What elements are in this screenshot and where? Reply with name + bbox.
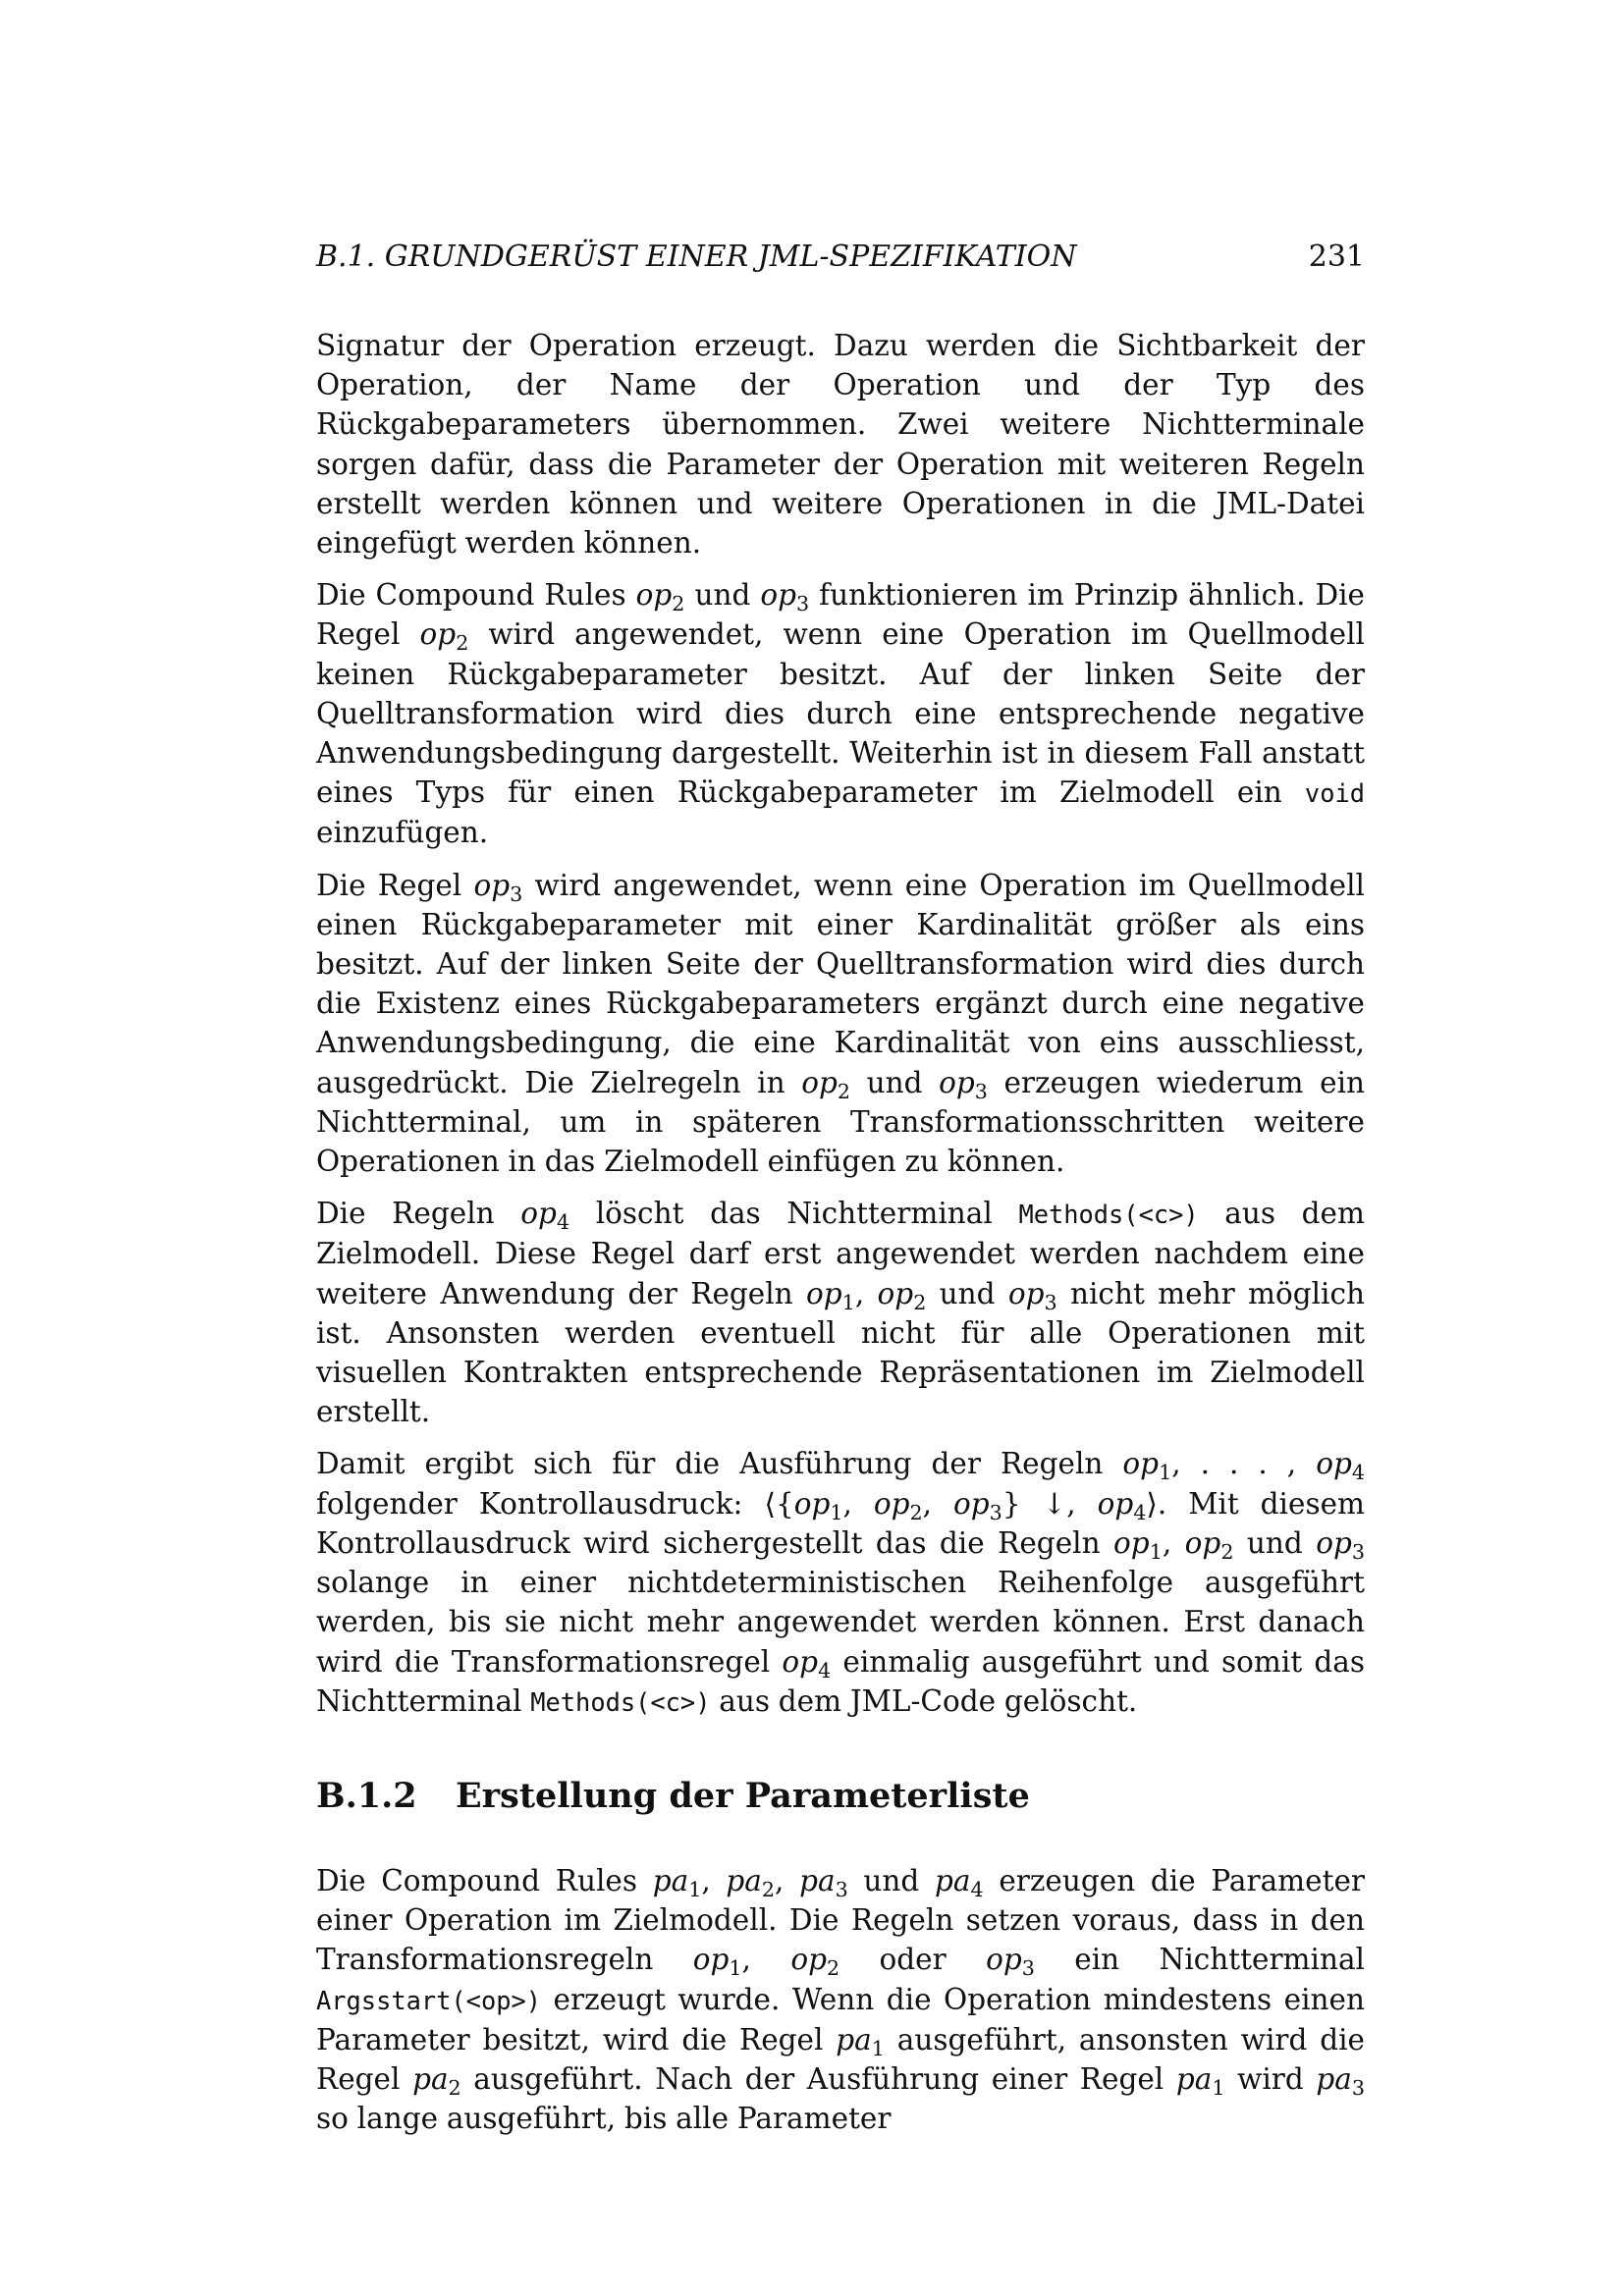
math-subscript: 3 — [989, 1500, 1002, 1524]
text-run: nicht mehr möglich ist. Ansonsten werden eventuell nicht für alle Operationen mit visuellen Kontrakten entsprechende Repräsentationen im Zielmodell erstellt. — [316, 1276, 1366, 1429]
text-run: einzufügen. — [316, 816, 489, 850]
math-subscript: 2 — [1220, 1540, 1234, 1565]
math-variable: op — [1122, 1447, 1160, 1481]
text-run: und — [926, 1276, 1008, 1310]
math-variable: op — [635, 578, 673, 613]
text-run: Die Compound Rules — [316, 578, 636, 613]
math-symbol — [1122, 1447, 1172, 1485]
math-variable: op — [790, 1943, 827, 1977]
text-run: , — [922, 1486, 954, 1521]
math-symbol — [1007, 1276, 1057, 1314]
math-subscript: 1 — [1159, 1461, 1172, 1485]
text-run: und — [847, 1863, 935, 1897]
math-subscript: 3 — [835, 1878, 848, 1902]
math-variable: op — [760, 578, 796, 613]
text-run: ausgeführt, ansonsten wird die Regel — [316, 2022, 1365, 2096]
math-variable: op — [473, 868, 511, 902]
text-run: wird angewendet, wenn eine Operation im Quellmodell einen Rückgabeparameter mit einer Kardinalität größer als eins besitzt. Auf der linken Seite der Quelltransformation wird dies durch die Existenz eines Rückgabeparameters ergänzt durch eine negative Anwendungsbedingung, die eine Kardinalität von eins ausschliesst, ausgedrückt. Die Zielregeln in — [316, 868, 1365, 1099]
math-variable: op — [1113, 1525, 1150, 1560]
page-number: 231 — [1308, 240, 1365, 274]
text-run: } ↓, — [1001, 1486, 1098, 1521]
text-run: Die Regeln — [316, 1197, 521, 1231]
text-run: , — [701, 1863, 727, 1897]
math-variable: pa — [799, 1863, 836, 1897]
section-number: B.1.2 — [316, 1775, 417, 1816]
math-symbol — [782, 1644, 832, 1682]
math-subscript: 4 — [970, 1878, 984, 1902]
math-subscript: 1 — [1212, 2076, 1225, 2101]
section-title: Erstellung der Parameterliste — [456, 1775, 1030, 1816]
math-subscript: 1 — [688, 1878, 702, 1902]
math-symbol — [1097, 1486, 1147, 1524]
math-variable: op — [793, 1486, 831, 1521]
paragraph — [316, 575, 1365, 852]
math-variable: pa — [652, 1863, 689, 1897]
math-variable: op — [782, 1644, 819, 1679]
math-symbol — [412, 2061, 461, 2101]
text-run: Die Compound Rules — [316, 1863, 653, 1897]
text-run: wird — [1224, 2061, 1317, 2096]
text-run: so lange ausgeführt, bis alle Parameter — [316, 2102, 892, 2136]
text-run: und — [1233, 1525, 1317, 1560]
paragraph — [316, 326, 1365, 562]
math-symbol — [652, 1863, 702, 1902]
section-paragraph-group — [316, 1861, 1365, 2138]
text-run: erzeugt wurde. Wenn die Operation mindestens einen Parameter besitzt, wird die Regel — [316, 1982, 1365, 2056]
math-symbol — [806, 1276, 855, 1314]
math-variable: op — [419, 617, 457, 652]
math-symbol — [873, 1486, 923, 1524]
text-run: , . . . , — [1171, 1447, 1317, 1481]
code-literal: Argsstart(<op>) — [316, 1985, 542, 2015]
math-symbol — [877, 1276, 927, 1314]
code-literal: Methods(<c>) — [530, 1686, 711, 1717]
math-variable: op — [520, 1197, 557, 1231]
math-subscript: 3 — [1351, 2076, 1365, 2101]
paragraph — [316, 1861, 1365, 2138]
math-subscript: 2 — [761, 1878, 776, 1902]
code-literal: void — [1304, 778, 1365, 809]
math-subscript: 1 — [1149, 1540, 1163, 1565]
paragraph — [316, 866, 1365, 1182]
math-variable: op — [801, 1065, 838, 1099]
text-run: , — [741, 1943, 791, 1977]
section-heading — [316, 1775, 1365, 1818]
math-variable: op — [939, 1065, 975, 1099]
text-run: einmalig ausgeführt und somit das Nichtterminal — [316, 1644, 1365, 1718]
text-run: funktionieren im Prinzip ähnlich. Die Regel — [316, 578, 1366, 652]
math-variable: pa — [726, 1863, 762, 1897]
text-run: , — [1162, 1525, 1185, 1560]
text-run: , — [854, 1276, 878, 1310]
text-run: aus dem Zielmodell. Diese Regel darf erst angewendet werden nachdem eine weitere Anwendung der Regeln — [316, 1197, 1365, 1310]
math-symbol — [635, 578, 685, 616]
math-symbol — [836, 2022, 885, 2060]
math-variable: pa — [935, 1863, 971, 1897]
body-text — [316, 326, 1365, 2151]
paragraph-group — [316, 326, 1365, 1722]
math-subscript: 4 — [556, 1210, 570, 1235]
math-variable: op — [1316, 1525, 1352, 1560]
math-subscript: 3 — [796, 592, 810, 616]
math-symbol — [793, 1486, 843, 1524]
text-run: solange in einer nichtdeterministischen Reihenfolge ausgeführt werden, bis sie nicht mehr angewendet werden können. Erst danach wird die Transformationsregel — [316, 1566, 1365, 1679]
math-symbol — [692, 1943, 742, 1981]
math-subscript: 4 — [1133, 1500, 1147, 1524]
math-subscript: 1 — [871, 2036, 885, 2060]
math-subscript: 1 — [830, 1500, 843, 1524]
text-run: Signatur der Operation erzeugt. Dazu werden die Sichtbarkeit der Operation, der Name der Operation und der Typ des Rückgabeparameters übernommen. Zwei weitere Nichtterminale sorgen dafür, dass die Parameter der Operation mit weiteren Regeln erstellt werden können und weitere Operationen in die JML-Datei eingefügt werden können. — [316, 329, 1365, 561]
math-symbol — [760, 578, 810, 616]
text-run: erzeugen die Parameter einer Operation im Zielmodell. Die Regeln setzen voraus, dass in den Transformationsregeln — [316, 1863, 1366, 1977]
math-variable: op — [953, 1486, 990, 1521]
math-symbol — [1316, 1525, 1366, 1565]
math-variable: op — [873, 1486, 910, 1521]
math-symbol — [1113, 1525, 1163, 1565]
math-subscript: 2 — [909, 1500, 923, 1524]
math-subscript: 3 — [1044, 1290, 1057, 1314]
text-run: aus dem JML-Code gelöscht. — [710, 1683, 1138, 1718]
math-variable: op — [986, 1943, 1022, 1977]
math-symbol — [726, 1863, 776, 1902]
math-symbol — [953, 1486, 1002, 1524]
math-subscript: 3 — [510, 881, 523, 906]
running-header — [316, 238, 1365, 277]
math-subscript: 4 — [818, 1658, 832, 1682]
math-variable: op — [1184, 1525, 1221, 1560]
text-run: Damit ergibt sich für die Ausführung der Regeln — [316, 1447, 1123, 1481]
math-symbol — [986, 1943, 1035, 1981]
math-subscript: 1 — [841, 1290, 855, 1314]
math-symbol — [1184, 1525, 1234, 1565]
text-run: wird angewendet, wenn eine Operation im Quellmodell keinen Rückgabeparameter besitzt. Auf der linken Seite der Quelltransformation wird dies durch eine entsprechende negative Anwendungsbedingung dargestellt. Weiterhin ist in diesem Fall anstatt eines Typs für einen Rückgabeparameter im Zielmodell ein — [316, 617, 1365, 810]
text-run: ein Nichtterminal — [1034, 1943, 1365, 1977]
text-run: folgender Kontrollausdruck: ⟨{ — [316, 1486, 794, 1521]
math-variable: op — [692, 1943, 730, 1977]
paragraph — [316, 1444, 1365, 1721]
text-run: oder — [839, 1943, 987, 1977]
math-symbol — [419, 617, 469, 656]
math-symbol — [799, 1863, 848, 1902]
math-variable: pa — [1316, 2061, 1352, 2096]
math-symbol — [473, 868, 523, 906]
math-subscript: 2 — [913, 1290, 927, 1314]
text-run: und — [850, 1065, 940, 1099]
math-subscript: 3 — [974, 1079, 988, 1103]
math-subscript: 2 — [837, 1079, 850, 1103]
math-symbol — [1316, 1447, 1365, 1485]
math-symbol — [801, 1065, 850, 1103]
math-subscript: 1 — [729, 1956, 742, 1981]
text-run: , — [842, 1486, 874, 1521]
text-run: löscht das Nichtterminal — [569, 1197, 1019, 1231]
math-subscript: 4 — [1351, 1461, 1365, 1485]
text-run: und — [684, 578, 761, 613]
math-subscript: 2 — [826, 1956, 840, 1981]
math-symbol — [1316, 2061, 1365, 2101]
math-variable: op — [1316, 1447, 1352, 1481]
text-run: ⟩. Mit diesem Kontrollausdruck wird sichergestellt das die Regeln — [316, 1486, 1366, 1560]
math-symbol — [1175, 2061, 1225, 2101]
math-variable: pa — [836, 2022, 872, 2056]
text-run: Die Regel — [316, 868, 474, 902]
math-subscript: 2 — [448, 2076, 461, 2101]
math-symbol — [939, 1065, 988, 1103]
math-variable: op — [1007, 1276, 1045, 1310]
math-subscript: 2 — [672, 592, 685, 616]
math-variable: op — [806, 1276, 842, 1310]
math-subscript: 2 — [456, 631, 469, 656]
math-subscript: 3 — [1351, 1540, 1366, 1565]
text-run: , — [775, 1863, 800, 1897]
text-run: ausgeführt. Nach der Ausführung einer Regel — [460, 2061, 1176, 2096]
math-variable: op — [877, 1276, 914, 1310]
math-subscript: 3 — [1021, 1956, 1035, 1981]
header-title: B.1. GRUNDGERÜST EINER JML-SPEZIFIKATION — [316, 240, 1077, 274]
math-variable: op — [1097, 1486, 1134, 1521]
math-variable: pa — [1175, 2061, 1213, 2096]
math-symbol — [790, 1943, 840, 1981]
math-symbol — [520, 1197, 570, 1235]
math-symbol — [935, 1863, 984, 1902]
math-variable: pa — [412, 2061, 449, 2096]
text-run: erzeugen wiederum ein Nichtterminal, um in späteren Transformationsschritten weitere Operationen in das Zielmodell einfügen zu können. — [316, 1065, 1366, 1179]
code-literal: Methods(<c>) — [1018, 1200, 1199, 1230]
paragraph — [316, 1194, 1365, 1431]
